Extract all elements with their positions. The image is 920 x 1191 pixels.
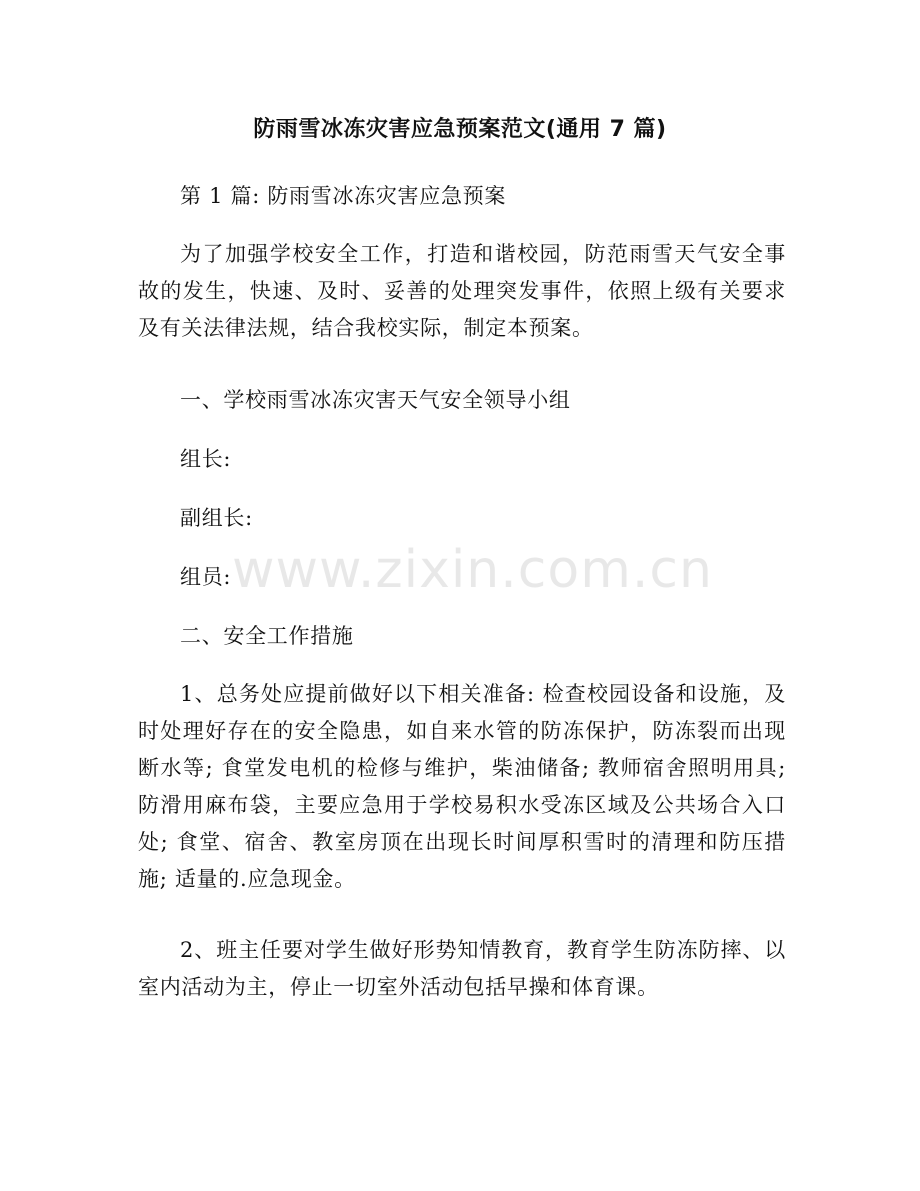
watermark: www.zixin.com.cn	[232, 540, 713, 600]
item2-paragraph: 2、班主任要对学生做好形势知情教育，教育学生防冻防摔、以室内活动为主，停止一切室外活动包括早操和体育课。	[138, 938, 786, 999]
vice-leader-line: 副组长:	[180, 506, 253, 530]
members-line: 组员:	[180, 565, 232, 589]
chapter-heading: 第 1 篇: 防雨雪冰冻灾害应急预案	[180, 184, 507, 208]
item1-paragraph: 1、总务处应提前做好以下相关准备: 检查校园设备和设施，及时处理好存在的安全隐患，如自来水管的防冻保护，防冻裂而出现断水等; 食堂发电机的检修与维护，柴油储备; 教师宿舍照明用具; 防滑用麻布袋，主要应急用于学校易积水受冻区域及公共场合入口处; 食堂、宿舍、教室房顶在出现长时间厚积雪时的清理和防压措施; 适量的.应急现金。	[138, 682, 786, 891]
document-title: 防雨雪冰冻灾害应急预案范文(通用 7 篇)	[253, 117, 667, 142]
section2-heading: 二、安全工作措施	[180, 624, 354, 648]
intro-paragraph: 为了加强学校安全工作，打造和谐校园，防范雨雪天气安全事故的发生，快速、及时、妥善的处理突发事件，依照上级有关要求及有关法律法规，结合我校实际，制定本预案。	[138, 242, 786, 340]
leader-line: 组长:	[180, 447, 232, 471]
section1-heading: 一、学校雨雪冰冻灾害天气安全领导小组	[180, 388, 571, 412]
